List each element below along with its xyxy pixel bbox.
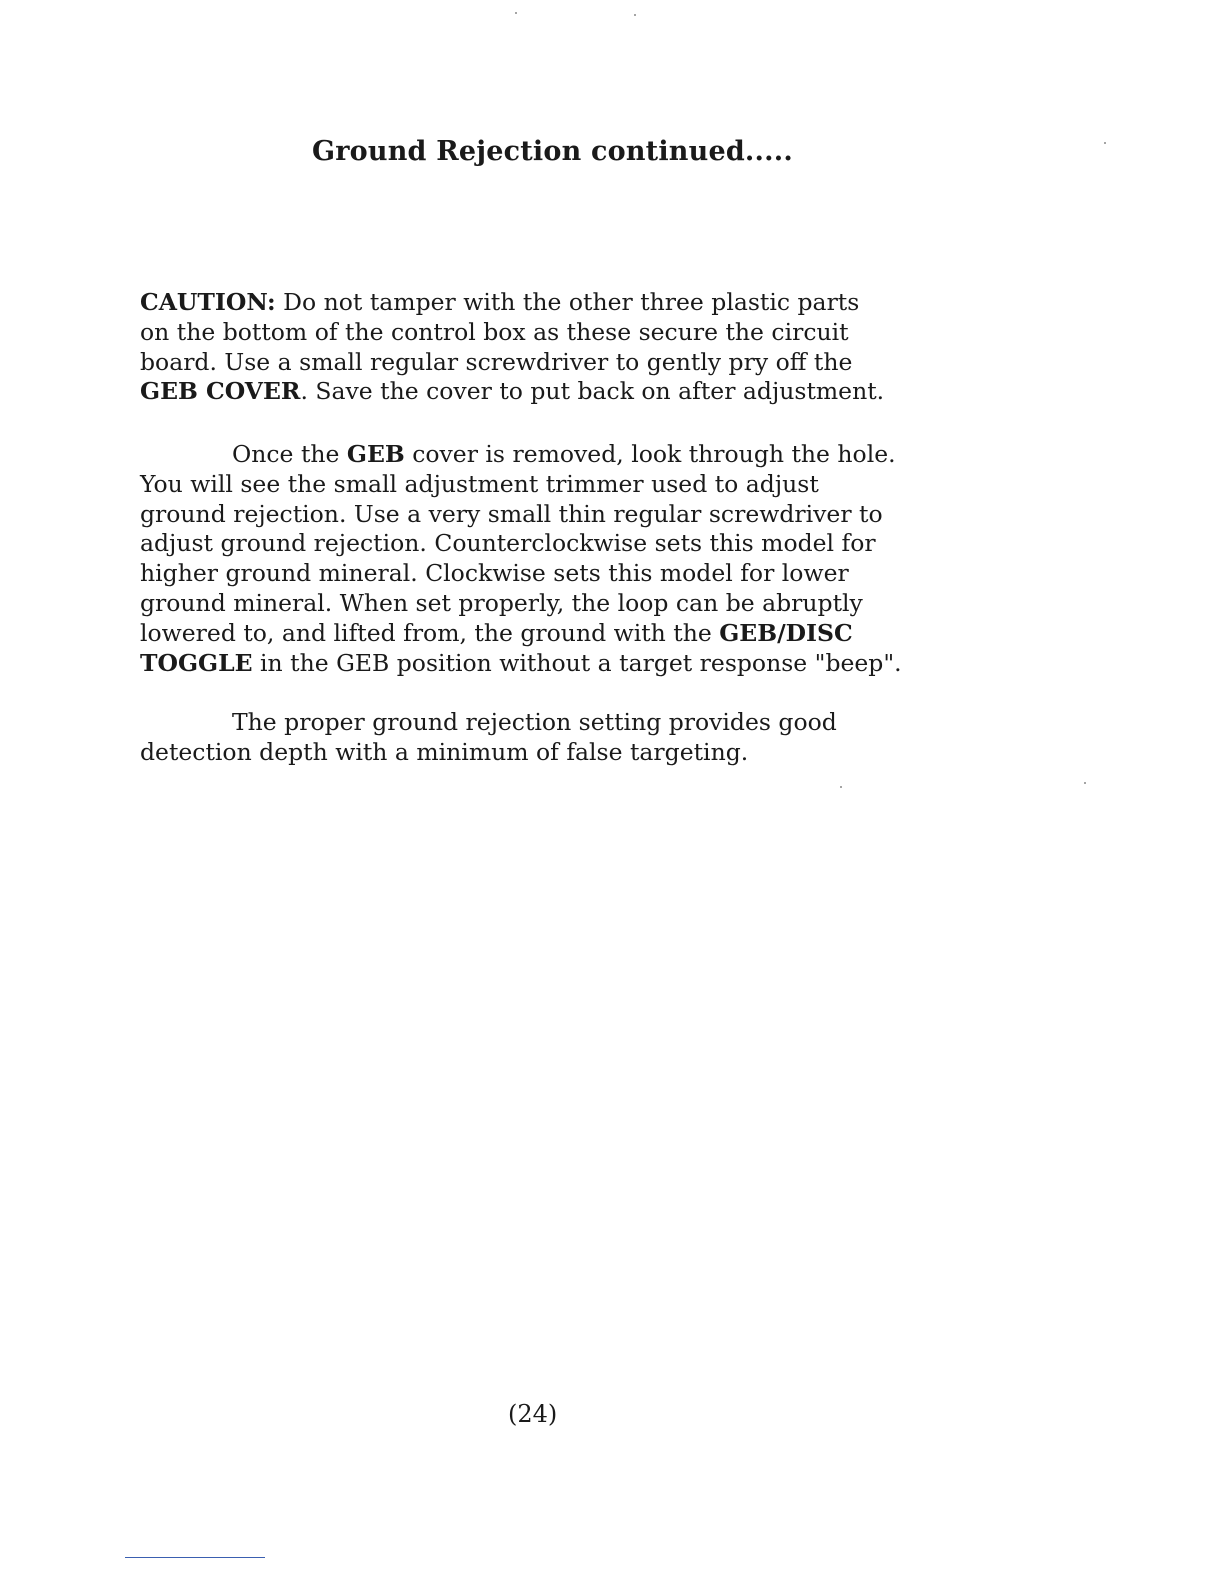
geb-adjustment-paragraph: [140, 440, 902, 678]
geb-line-4: adjust ground rejection. Counterclockwise sets this model for: [140, 529, 876, 558]
geb-cover-term: GEB COVER: [140, 377, 301, 406]
geb-line-2: You will see the small adjustment trimmer used to adjust: [140, 469, 819, 498]
footer-rule: [125, 1557, 265, 1558]
geb-line-5: higher ground mineral. Clockwise sets this model for lower: [140, 559, 849, 588]
proper-line-1: The proper ground rejection setting provides good: [232, 708, 837, 736]
geb-term: GEB: [346, 440, 405, 468]
scan-speck: [515, 12, 517, 14]
caution-line-3: board. Use a small regular screwdriver to gently pry off the: [140, 347, 853, 376]
page-number: (24): [508, 1400, 558, 1428]
proper-line-2: detection depth with a minimum of false targeting.: [140, 737, 749, 766]
geb-line-1: Once the GEB cover is removed, look through the hole.: [232, 440, 896, 468]
geb-line-7: lowered to, and lifted from, the ground with the GEB/DISC: [140, 618, 853, 647]
caution-line-1: CAUTION: Do not tamper with the other three plastic parts: [140, 288, 860, 316]
scan-speck: [1104, 142, 1106, 144]
scan-speck: [1084, 782, 1086, 784]
scan-speck: [634, 14, 636, 16]
caution-line-2: on the bottom of the control box as these secure the circuit: [140, 317, 849, 346]
geb-disc-term: GEB/DISC: [719, 618, 853, 647]
scan-speck: [840, 786, 842, 788]
toggle-term: TOGGLE: [140, 648, 253, 677]
geb-line-3: ground rejection. Use a very small thin regular screwdriver to: [140, 499, 883, 528]
page-title: Ground Rejection continued.....: [312, 136, 793, 167]
caution-label: CAUTION:: [140, 288, 276, 316]
caution-line-4: GEB COVER. Save the cover to put back on after adjustment.: [140, 377, 885, 406]
geb-line-8: TOGGLE in the GEB position without a target response "beep".: [140, 648, 902, 677]
geb-line-6: ground mineral. When set properly, the loop can be abruptly: [140, 588, 863, 617]
proper-setting-paragraph: [140, 708, 837, 768]
caution-paragraph: [140, 288, 884, 407]
